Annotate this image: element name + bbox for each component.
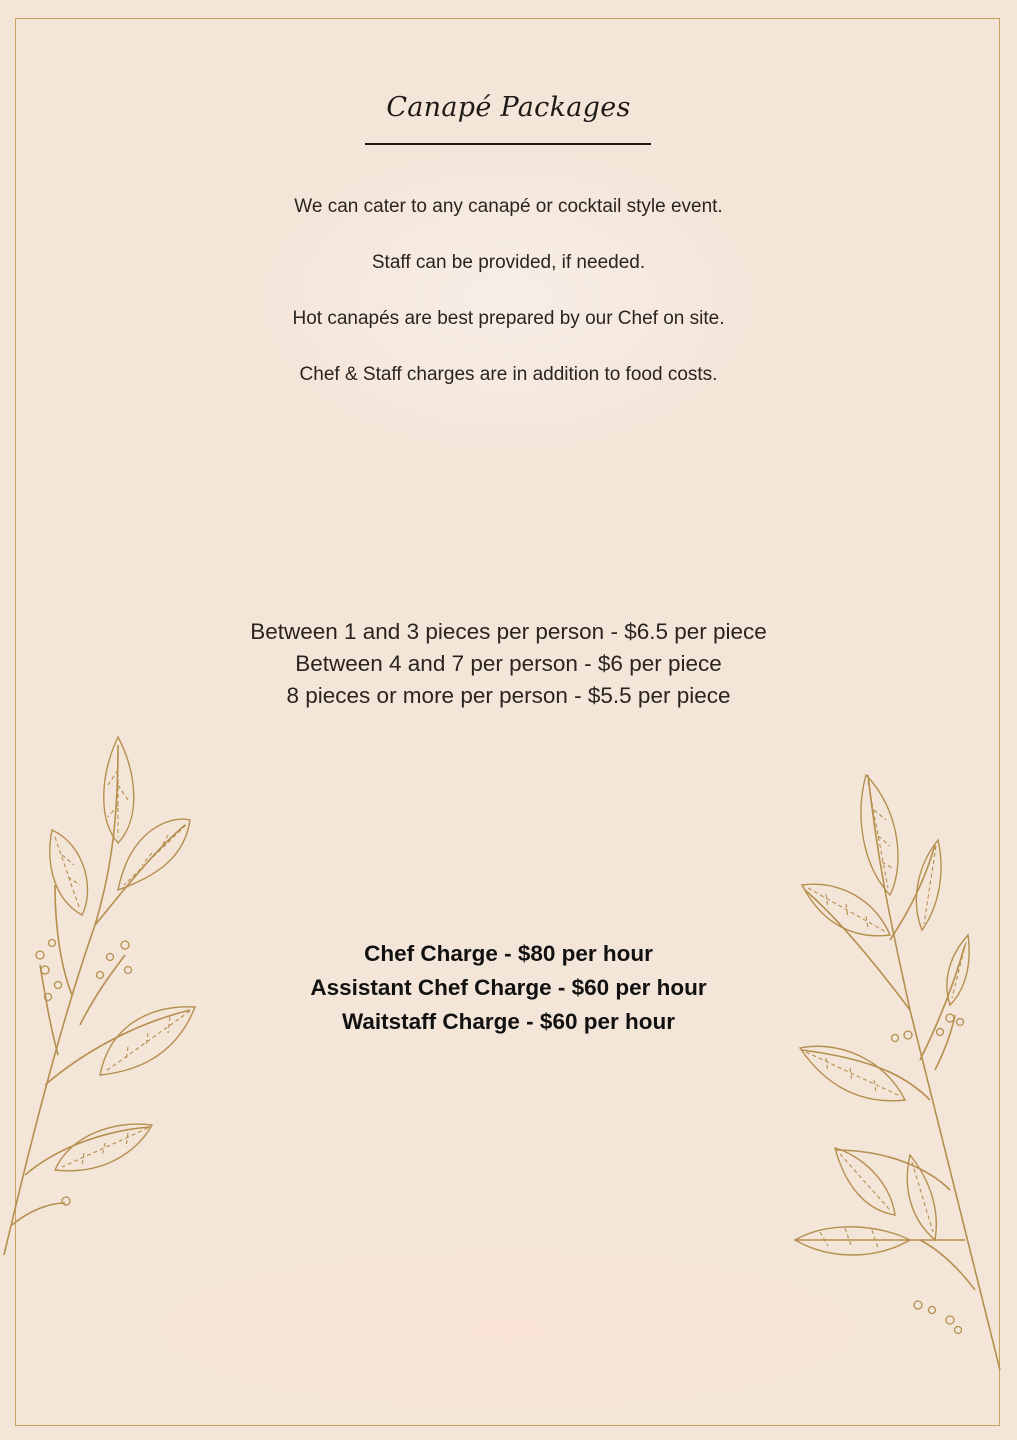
page-title: Canapé Packages	[386, 92, 631, 123]
botanical-branch-icon	[0, 725, 210, 1265]
botanical-branch-icon	[790, 770, 1017, 1370]
charge-line: Assistant Chef Charge - $60 per hour	[310, 975, 707, 1000]
pricing-line: 8 pieces or more per person - $5.5 per piece	[286, 683, 731, 708]
intro-list	[0, 193, 1017, 417]
charge-line: Waitstaff Charge - $60 per hour	[342, 1009, 675, 1034]
intro-line: Staff can be provided, if needed.	[371, 252, 646, 273]
charge-line: Chef Charge - $80 per hour	[364, 941, 653, 966]
title-underline	[365, 143, 651, 145]
pricing-line: Between 4 and 7 per person - $6 per piece	[295, 651, 722, 676]
intro-line: Hot canapés are best prepared by our Chef on site.	[292, 308, 725, 329]
intro-line: We can cater to any canapé or cocktail style event.	[294, 196, 723, 217]
pricing-list	[0, 616, 1017, 712]
pricing-line: Between 1 and 3 pieces per person - $6.5 per piece	[250, 619, 767, 644]
intro-line: Chef & Staff charges are in addition to food costs.	[299, 364, 718, 385]
